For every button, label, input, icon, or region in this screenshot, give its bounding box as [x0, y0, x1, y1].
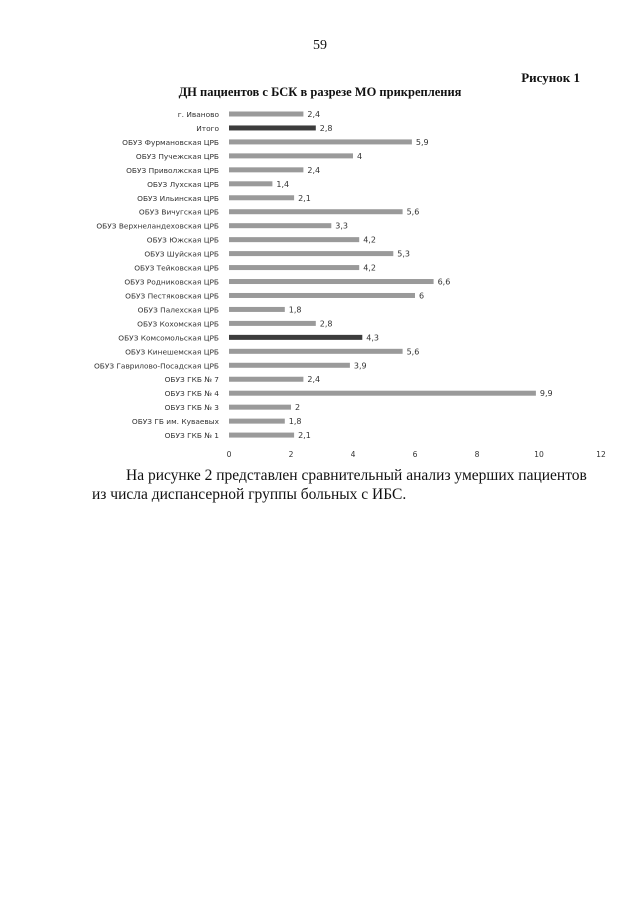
x-tick-label: 0 — [226, 450, 232, 460]
category-label: ОБУЗ Южская ЦРБ — [146, 235, 219, 245]
value-label: 5,9 — [415, 137, 429, 147]
value-label: 1,8 — [288, 417, 302, 427]
value-label: 3,3 — [335, 221, 349, 231]
bar — [229, 363, 350, 368]
category-label: ОБУЗ Вичугская ЦРБ — [138, 207, 219, 217]
chart-title: ДН пациентов с БСК в разрезе МО прикрепления — [178, 85, 462, 99]
category-label: ОБУЗ Пучежская ЦРБ — [135, 151, 219, 161]
category-label: ОБУЗ ГКБ № 1 — [164, 431, 219, 441]
x-tick-label: 10 — [534, 450, 544, 460]
category-label: ОБУЗ Кохомская ЦРБ — [137, 319, 219, 329]
category-label: ОБУЗ Лухская ЦРБ — [147, 179, 219, 189]
x-tick-label: 4 — [350, 450, 356, 460]
category-label: ОБУЗ Кинешемская ЦРБ — [125, 347, 219, 357]
value-label: 4,3 — [366, 333, 380, 343]
bar — [229, 112, 303, 117]
bar — [229, 195, 294, 200]
value-label: 4,2 — [363, 235, 376, 245]
category-label: ОБУЗ ГКБ № 3 — [164, 403, 219, 413]
bar — [229, 223, 331, 228]
value-label: 2,1 — [298, 193, 311, 203]
value-label: 2,8 — [319, 123, 333, 133]
value-label: 2 — [295, 403, 301, 413]
category-label: ОБУЗ Гаврилово-Посадская ЦРБ — [93, 361, 219, 371]
value-label: 5,6 — [406, 207, 420, 217]
x-tick-label: 8 — [474, 450, 480, 460]
value-label: 2,4 — [307, 165, 321, 175]
category-label: ОБУЗ Родниковская ЦРБ — [124, 277, 219, 287]
bar — [229, 125, 316, 130]
bar — [229, 153, 353, 158]
value-label: 9,9 — [539, 389, 553, 399]
bar — [229, 321, 316, 326]
category-label: ОБУЗ Палехская ЦРБ — [137, 305, 219, 315]
category-label: ОБУЗ Шуйская ЦРБ — [144, 249, 219, 259]
x-tick-label: 6 — [412, 450, 418, 460]
bar — [229, 307, 285, 312]
paragraph-line-1: На рисунке 2 представлен сравнительный анализ умерших пациентов — [126, 467, 587, 484]
category-label: г. Иваново — [177, 110, 219, 119]
value-label: 2,8 — [319, 319, 333, 329]
value-label: 4 — [357, 151, 363, 161]
bar-chart — [0, 100, 640, 460]
bar — [229, 335, 362, 340]
value-label: 6,6 — [437, 277, 451, 287]
value-label: 2,4 — [307, 110, 321, 119]
category-label: ОБУЗ ГКБ № 7 — [164, 375, 219, 385]
figure-label: Рисунок 1 — [521, 70, 580, 85]
bar — [229, 251, 393, 256]
category-label: ОБУЗ Фурмановская ЦРБ — [122, 137, 219, 147]
category-label: ОБУЗ Тейковская ЦРБ — [134, 263, 219, 273]
bar — [229, 139, 412, 144]
category-label: ОБУЗ Ильинская ЦРБ — [137, 193, 219, 203]
value-label: 4,2 — [363, 263, 376, 273]
bar — [229, 209, 403, 214]
bar — [229, 433, 294, 438]
bar — [229, 293, 415, 298]
value-label: 2,4 — [307, 375, 321, 385]
bar — [229, 265, 359, 270]
value-label: 2,1 — [298, 431, 311, 441]
value-label: 5,3 — [397, 249, 411, 259]
value-label: 1,4 — [276, 179, 290, 189]
category-label: ОБУЗ ГБ им. Куваевых — [131, 417, 219, 427]
bar — [229, 419, 285, 424]
bar — [229, 167, 303, 172]
category-label: ОБУЗ Комсомольская ЦРБ — [118, 333, 219, 343]
category-label: ОБУЗ Пестяковская ЦРБ — [125, 291, 219, 301]
bar — [229, 279, 434, 284]
value-label: 5,6 — [406, 347, 420, 357]
bar — [229, 349, 403, 354]
value-label: 6 — [419, 291, 425, 301]
category-label: ОБУЗ Приволжская ЦРБ — [126, 165, 219, 175]
bar — [229, 377, 303, 382]
bar — [229, 391, 536, 396]
bar — [229, 181, 272, 186]
x-tick-label: 12 — [596, 450, 606, 460]
bar — [229, 405, 291, 410]
x-tick-label: 2 — [288, 450, 294, 460]
category-label: ОБУЗ Верхнеландеховская ЦРБ — [96, 221, 219, 231]
paragraph-line-2: из числа диспансерной группы больных с ИБС. — [92, 486, 407, 503]
bar — [229, 237, 359, 242]
value-label: 1,8 — [288, 305, 302, 315]
page-number: 59 — [313, 38, 327, 53]
category-label: Итого — [196, 123, 219, 133]
category-label: ОБУЗ ГКБ № 4 — [164, 389, 219, 399]
value-label: 3,9 — [353, 361, 367, 371]
